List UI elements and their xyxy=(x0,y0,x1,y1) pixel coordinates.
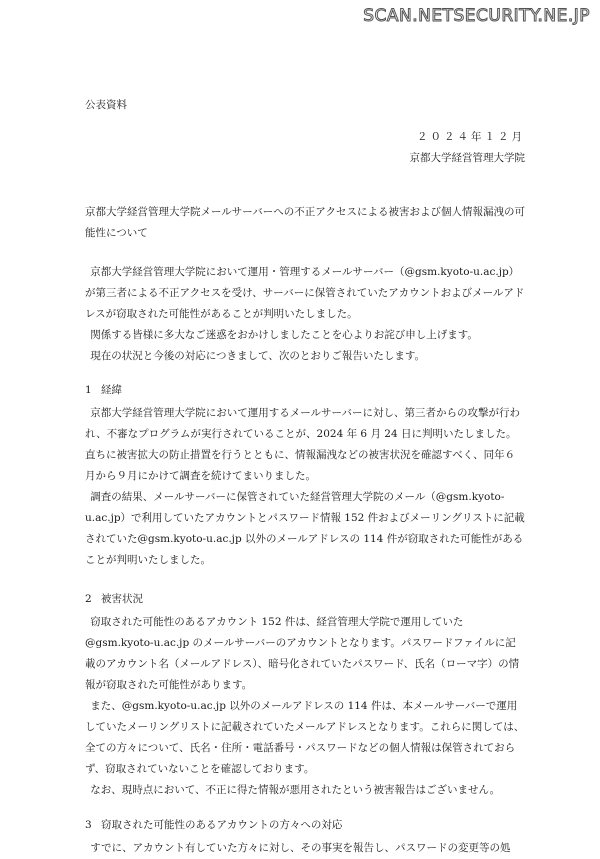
section-heading xyxy=(85,380,525,401)
section-number: 1 xyxy=(85,384,92,396)
section-heading xyxy=(85,815,525,836)
document-issuer: 京都大学経営管理大学院 xyxy=(409,152,525,164)
section-title: 窃取された可能性のあるアカウントの方々への対応 xyxy=(101,819,343,831)
section-number: 2 xyxy=(85,593,92,605)
section-paragraph: 窃取された可能性のあるアカウント 152 件は、経営管理大学院で運用していた@gsm.kyoto-u.ac.jp のメールサーバーのアカウントとなります。パスワードファイルに記載のアカウント名（メールアドレス）、暗号化されていたパスワード、氏名（ローマ字）の情報が窃取された可能性があります。 xyxy=(85,616,520,691)
intro-paragraph: 関係する皆様に多大なご迷惑をおかけしましたことを心よりお詫び申し上げます。 xyxy=(90,329,478,341)
section-paragraph: 調査の結果、メールサーバーに保管されていた経営管理大学院のメール（@gsm.kyoto-u.ac.jp）で利用していたアカウントとパスワード情報 152 件およびメーリングリストに記載されていた@gsm.kyoto-u.ac.jp 以外のメールアドレスの 114 件が窃取された可能性があることが判明いたしました。 xyxy=(85,491,525,566)
section-number: 3 xyxy=(85,819,92,831)
section-title: 経緯 xyxy=(101,384,122,396)
section-paragraph: 京都大学経営管理大学院において運用するメールサーバーに対し、第三者からの攻撃が行われ、不審なプログラムが実行されていることが、2024 年 6 月 24 日に判明いたしました。直ちに被害拡大の防止措置を行うとともに、情報漏洩などの被害状況を確認すべく、同年６月から９月にかけて調査を続けてまいりました。 xyxy=(85,407,521,482)
section-response xyxy=(85,815,525,859)
intro-paragraph: 京都大学経営管理大学院において運用・管理するメールサーバー（@gsm.kyoto-u.ac.jp）が第三者による不正アクセスを受け、サーバーに保管されていたアカウントおよびメールアドレスが窃取された可能性があることが判明いたしました。 xyxy=(85,266,525,320)
section-paragraph: なお、現時点において、不正に得た情報が悪用されたという被害報告はございません。 xyxy=(90,784,501,796)
intro-paragraph: 現在の状況と今後の対応につきまして、次のとおりご報告いたします。 xyxy=(90,350,425,362)
section-damage xyxy=(85,589,525,801)
document-body xyxy=(85,95,525,859)
document-label: 公表資料 xyxy=(85,99,127,111)
document-date: ２０２４年１２月 xyxy=(417,131,525,143)
section-heading xyxy=(85,589,525,610)
intro-block xyxy=(85,262,525,367)
section-history xyxy=(85,380,525,571)
document-title: 京都大学経営管理大学院メールサーバーへの不正アクセスによる被害および個人情報漏洩の可能性について xyxy=(85,206,525,239)
site-watermark: SCAN.NETSECURITY.NE.JP xyxy=(363,6,590,26)
section-paragraph: また、@gsm.kyoto-u.ac.jp 以外のメールアドレスの 114 件は、本メールサーバーで運用していたメーリングリストに記載されていたメールアドレスとなります。これらに関しては、全ての方々について、氏名・住所・電話番号・パスワードなどの個人情報は保管されておらず、窃取されていないことを確認しております。 xyxy=(85,700,525,775)
section-paragraph: すでに、アカウント有していた方々に対し、その事実を報告し、パスワードの変更等の処 xyxy=(90,842,511,854)
section-title: 被害状況 xyxy=(101,593,143,605)
